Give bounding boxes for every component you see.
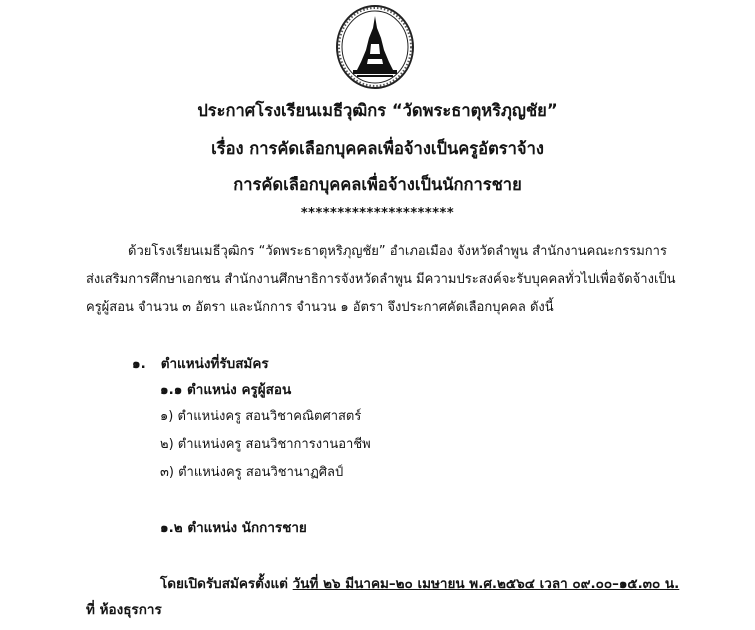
intro-paragraph-line2: ส่งเสริมการศึกษาเอกชน สำนักงานศึกษาธิการจังหวัดลำพูน มีความประสงค์จะรับบุคคลทั่วไปเพื่อจัดจ้างเป็น (86, 272, 676, 287)
subsection-teacher (160, 378, 291, 400)
subsection-number: ๑.๑ (160, 382, 183, 398)
position-item: ๑) ตำแหน่งครู สอนวิชาคณิตศาสตร์ (160, 409, 362, 424)
application-period (160, 572, 679, 594)
announcement-subject: เรื่อง การคัดเลือกบุคคลเพื่อจ้างเป็นครูอัตราจ้าง (211, 139, 544, 158)
position-item: ๒) ตำแหน่งครู สอนวิชาการงานอาชีพ (160, 437, 371, 452)
school-seal-logo (335, 4, 415, 90)
application-dates: วันที่ ๒๖ มีนาคม–๒๐ เมษายน พ.ศ.๒๕๖๔ เวลา ๐๙.๐๐–๑๕.๓๐ น. (292, 576, 680, 592)
application-lead: โดยเปิดรับสมัครตั้งแต่ (160, 576, 293, 592)
position-item: ๓) ตำแหน่งครู สอนวิชานาฏศิลป์ (160, 465, 344, 480)
section-heading (132, 352, 269, 374)
intro-paragraph-line1: ด้วยโรงเรียนเมธีวุฒิกร “วัดพระธาตุหริภุญชัย” อำเภอเมือง จังหวัดลำพูน สำนักงานคณะกรรมการ (128, 244, 667, 259)
section-title: ตำแหน่งที่รับสมัคร (160, 356, 269, 372)
announcement-subject-line2: การคัดเลือกบุคคลเพื่อจ้างเป็นนักการชาย (233, 175, 522, 194)
announcement-title: ประกาศโรงเรียนเมธีวุฒิกร “วัดพระธาตุหริภุญชัย” (197, 101, 558, 120)
title-divider: ********************* (300, 206, 455, 221)
subsection-janitor (160, 516, 307, 538)
subsection-label: ตำแหน่ง ครูผู้สอน (186, 382, 292, 398)
application-location: ที่ ห้องธุรการ (86, 602, 162, 618)
intro-paragraph-line3: ครูผู้สอน จำนวน ๓ อัตรา และนักการ จำนวน ๑ อัตรา จึงประกาศคัดเลือกบุคคล ดังนี้ (86, 300, 554, 315)
subsection-number: ๑.๒ (160, 520, 183, 536)
section-number: ๑. (132, 356, 146, 372)
subsection-label: ตำแหน่ง นักการชาย (187, 520, 307, 536)
